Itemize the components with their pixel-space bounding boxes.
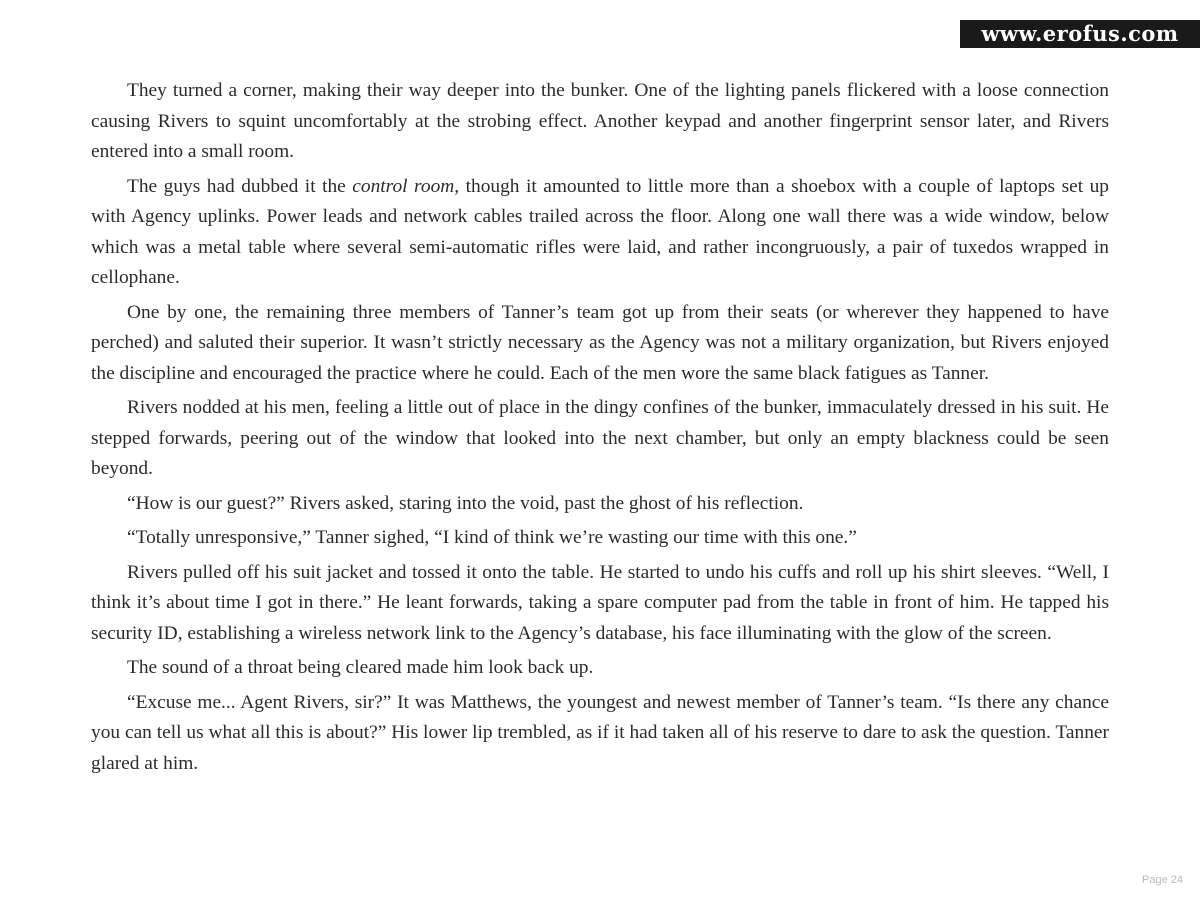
paragraph-4: Rivers nodded at his men, feeling a little out of place in the dingy confines of the bunker, immaculately dressed in his suit. He stepped forwards, peering out of the window that looked into the next chamber, but only an empty blackness could be seen beyond. <box>91 397 1109 479</box>
watermark-text: www.erofus.com <box>981 21 1179 46</box>
paragraph-3: One by one, the remaining three members of Tanner’s team got up from their seats (or wherever they happened to have perched) and saluted their superior. It wasn’t strictly necessary as the Agency was not a military organization, but Rivers enjoyed the discipline and encouraged the practice where he could. Each of the men wore the same black fatigues as Tanner. <box>91 301 1109 384</box>
paragraph-6: “Totally unresponsive,” Tanner sighed, “I kind of think we’re wasting our time with this one.” <box>127 527 857 548</box>
paragraph-5: “How is our guest?” Rivers asked, staring into the void, past the ghost of his reflection. <box>127 492 804 514</box>
paragraph-2-after: , though it amounted to little more than a shoebox with a couple of laptops set up with Agency uplinks. Power leads and network cables trailed across the floor. Along one wall there was a wide window, below which was a metal table where several semi-automatic rifles were laid, and rather incongruously, a pair of tuxedos wrapped in cellophane. <box>91 175 1109 288</box>
paragraph-9: “Excuse me... Agent Rivers, sir?” It was Matthews, the youngest and newest member of Tanner’s team. “Is there any chance you can tell us what all this is about?” His lower lip trembled, as if it had taken all of his reserve to dare to ask the question. Tanner glared at him. <box>91 691 1109 774</box>
paragraph-8: The sound of a throat being cleared made him look back up. <box>127 657 594 678</box>
paragraph-2-before: The guys had dubbed it the <box>127 175 353 197</box>
paragraph-2 <box>91 172 1109 294</box>
paragraph-7: Rivers pulled off his suit jacket and tossed it onto the table. He started to undo his cuffs and roll up his shirt sleeves. “Well, I think it’s about time I got in there.” He leant forwards, taking a spare computer pad from the table in front of him. He tapped his security ID, establishing a wireless network link to the Agency’s database, his face illuminating with the glow of the screen. <box>91 561 1109 644</box>
page-body <box>91 76 1109 783</box>
page-number: Page 24 <box>1142 874 1183 886</box>
paragraph-2-emphasis: control room <box>352 175 455 197</box>
paragraph-1: They turned a corner, making their way deeper into the bunker. One of the lighting panels flickered with a loose connection causing Rivers to squint uncomfortably at the strobing effect. Another keypad and another fingerprint sensor later, and Rivers entered into a small room. <box>91 80 1109 162</box>
watermark-banner <box>960 20 1200 48</box>
